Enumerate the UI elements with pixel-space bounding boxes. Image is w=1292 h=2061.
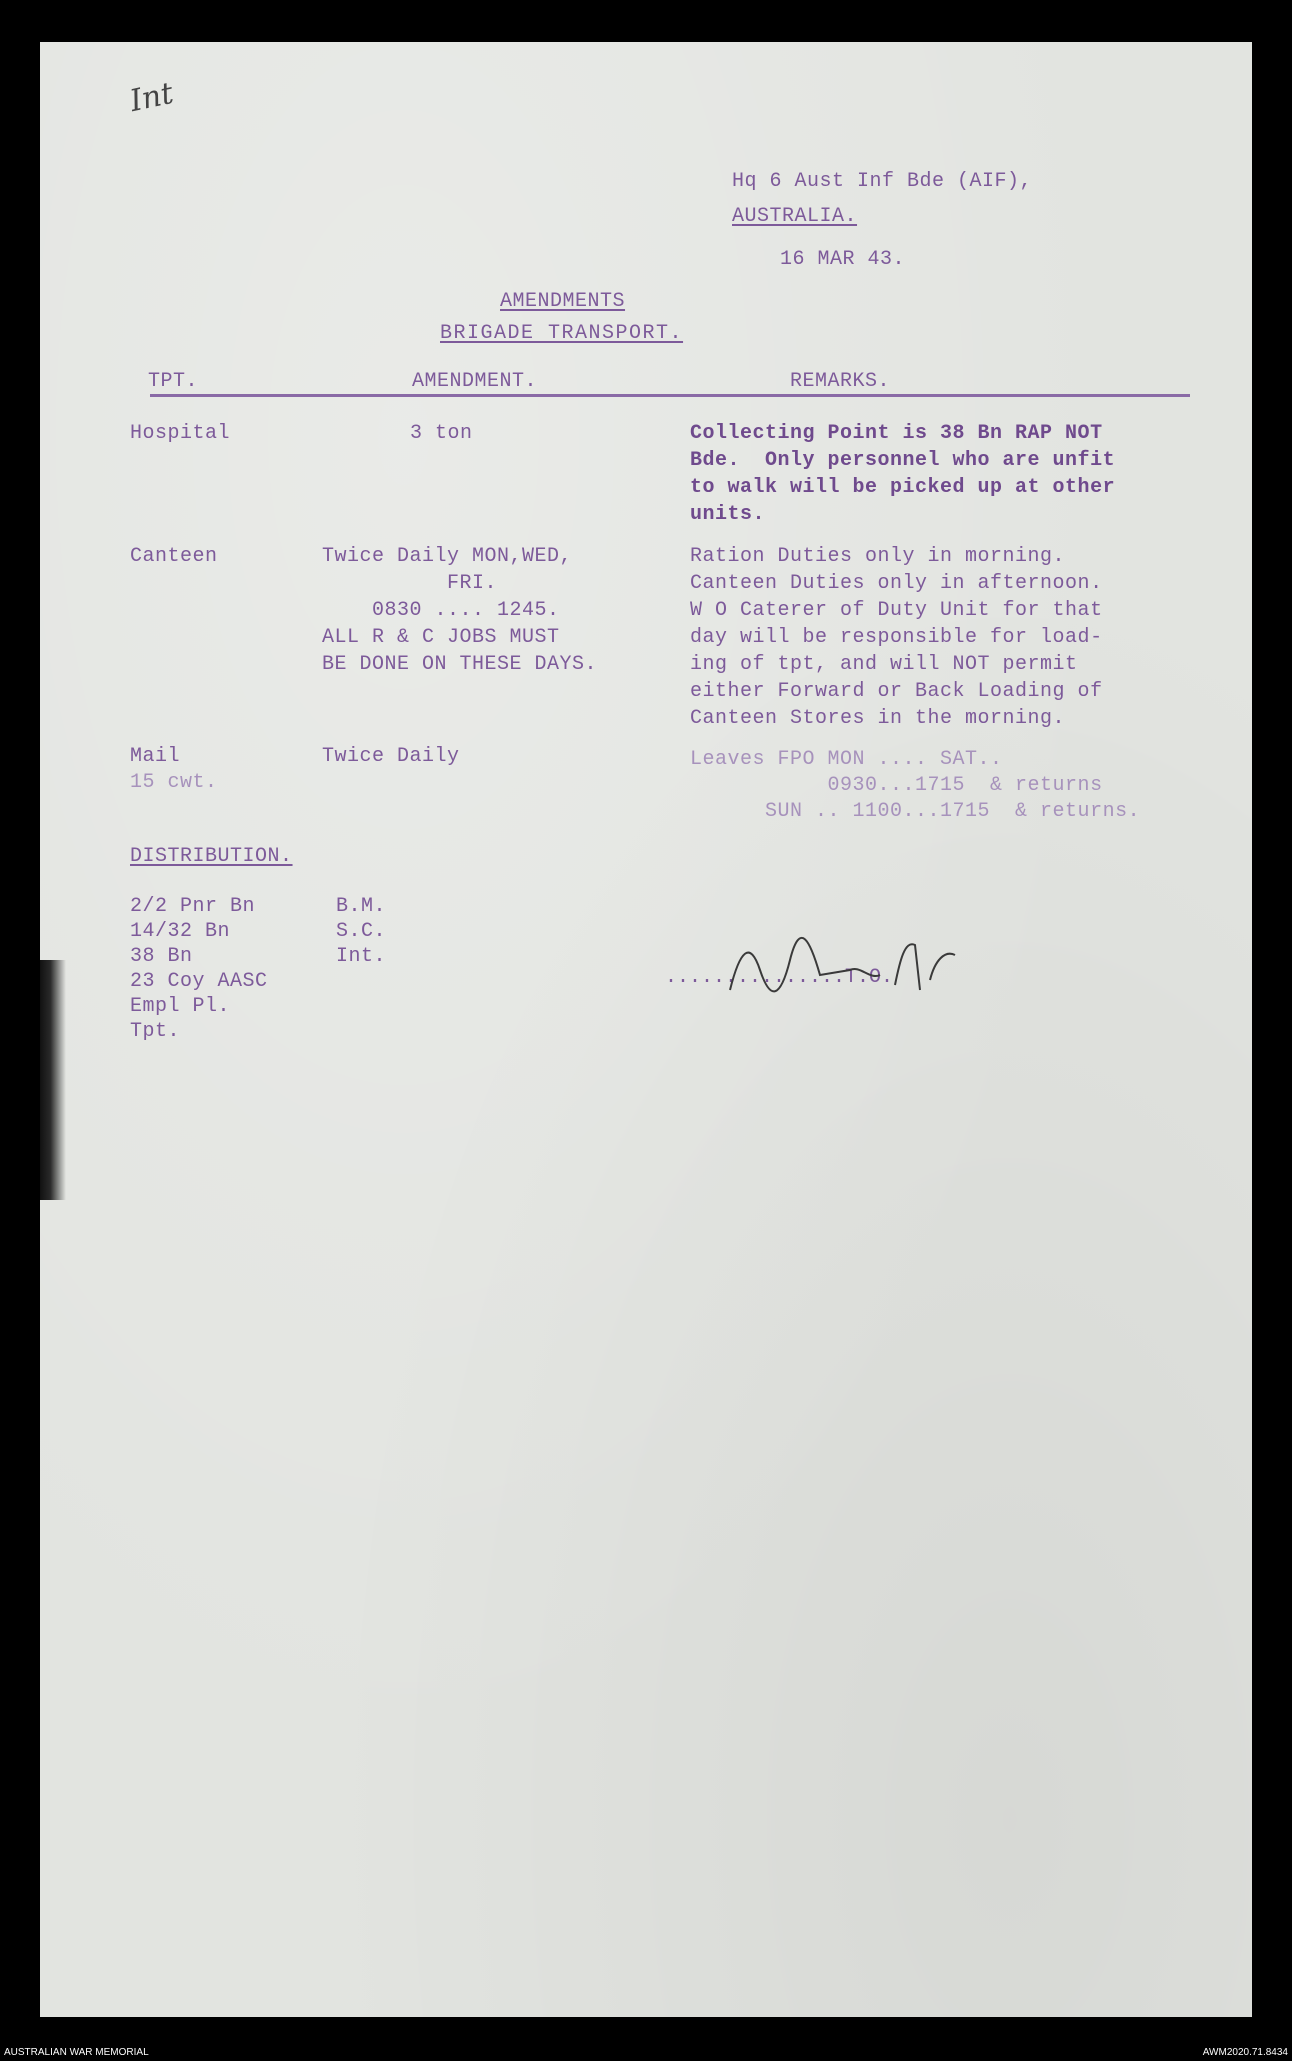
row-canteen-remark-line: Canteen Stores in the morning. [690, 707, 1066, 730]
distribution-item: 2/2 Pnr Bn [130, 895, 256, 918]
row-canteen-remark-line: W O Caterer of Duty Unit for that [690, 599, 1103, 622]
column-heading-remarks: REMARKS. [790, 370, 891, 393]
row-canteen-remark-line: Ration Duties only in morning. [690, 545, 1066, 568]
row-mail-remark-line: Leaves FPO MON .... SAT.. [690, 748, 1003, 771]
row-canteen-tpt: Canteen [130, 545, 218, 568]
row-mail-amendment: Twice Daily [322, 745, 460, 768]
footer-caption-bar [0, 2045, 1292, 2061]
distribution-item: 14/32 Bn [130, 920, 231, 943]
row-canteen-remark-line: Canteen Duties only in afternoon. [690, 572, 1103, 595]
location-header: AUSTRALIA. [732, 205, 858, 228]
row-hospital-remark-line: Collecting Point is 38 Bn RAP NOT [690, 422, 1103, 445]
row-hospital-tpt: Hospital [130, 422, 231, 445]
row-hospital-remark-line: to walk will be picked up at other [690, 476, 1116, 499]
row-mail-tpt: Mail [130, 745, 181, 768]
column-heading-amendment: AMENDMENT. [412, 370, 538, 393]
footer-reference: AWM2020.71.8434 [1202, 2047, 1288, 2058]
distribution-heading: DISTRIBUTION. [130, 845, 293, 868]
distribution-item: 23 Coy AASC [130, 970, 268, 993]
signature-scrawl [720, 930, 1020, 1010]
row-mail-remark-line: SUN .. 1100...1715 & returns. [690, 800, 1141, 823]
row-canteen-amendment-line: 0830 .... 1245. [322, 599, 560, 622]
signature-line: ...............T.O. [665, 966, 894, 989]
torn-edge [40, 960, 66, 1200]
footer-institution: AUSTRALIAN WAR MEMORIAL [4, 2047, 149, 2058]
row-canteen-remark-line: ing of tpt, and will NOT permit [690, 653, 1078, 676]
column-heading-tpt: TPT. [148, 370, 199, 393]
handwritten-annotation: Int [126, 75, 177, 120]
distribution-item: Empl Pl. [130, 995, 231, 1018]
unit-header: Hq 6 Aust Inf Bde (AIF), [732, 170, 1033, 193]
row-canteen-remark-line: day will be responsible for load- [690, 626, 1103, 649]
row-canteen-amendment-line: BE DONE ON THESE DAYS. [322, 653, 598, 676]
document-subtitle: BRIGADE TRANSPORT. [440, 322, 684, 345]
distribution-item: Tpt. [130, 1020, 181, 1043]
document-date: 16 MAR 43. [780, 248, 906, 271]
document-title: AMENDMENTS [500, 290, 626, 313]
distribution-item: B.M. [336, 895, 387, 918]
row-canteen-remark-line: either Forward or Back Loading of [690, 680, 1103, 703]
row-canteen-amendment-line: FRI. [322, 572, 498, 595]
row-hospital-amendment: 3 ton [410, 422, 473, 445]
row-hospital-remark-line: Bde. Only personnel who are unfit [690, 449, 1116, 472]
distribution-item: Int. [336, 945, 387, 968]
heading-rule [150, 394, 1190, 397]
row-canteen-amendment-line: ALL R & C JOBS MUST [322, 626, 560, 649]
row-hospital-remark-line: units. [690, 503, 766, 526]
row-mail-remark-line: 0930...1715 & returns [690, 774, 1103, 797]
row-canteen-amendment-line: Twice Daily MON,WED, [322, 545, 573, 568]
distribution-item: S.C. [336, 920, 387, 943]
row-mail-capacity: 15 cwt. [130, 771, 218, 794]
distribution-item: 38 Bn [130, 945, 193, 968]
